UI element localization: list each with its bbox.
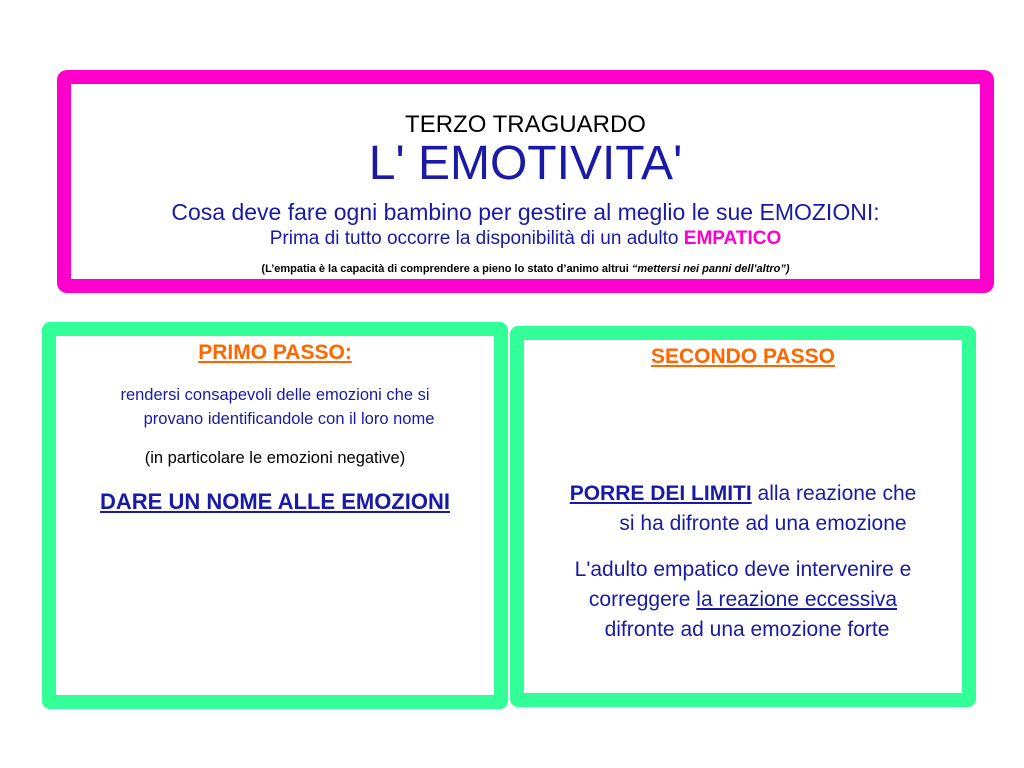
secondo-passo-block2 (526, 555, 960, 645)
primo-passo-line2: provano identificandole con il loro nome (143, 410, 435, 428)
header-line4-text: Prima di tutto occorre la disponibilità di un adulto (269, 228, 684, 249)
header-empatico: EMPATICO (683, 228, 782, 249)
primo-passo-title: PRIMO PASSO: (198, 341, 352, 364)
correggere-text: correggere (588, 588, 697, 611)
secondo-passo-line1 (526, 479, 960, 509)
secondo-passo-line2: si ha difronte ad una emozione (619, 512, 907, 535)
porre-limiti-emph: PORRE DEI LIMITI (569, 482, 752, 505)
secondo-passo-line3: L'adulto empatico deve intervenire e (574, 558, 912, 581)
secondo-passo-block1 (526, 479, 960, 539)
reazione-eccessiva: la reazione eccessiva (696, 588, 898, 611)
primo-passo-panel (42, 322, 508, 709)
primo-passo-note: (in particolare le emozioni negative) (144, 449, 406, 467)
header-subtitle: Cosa deve fare ogni bambino per gestire al meglio le sue EMOZIONI: (171, 199, 880, 225)
header-note (71, 262, 980, 276)
header-note-italic: “mettersi nei panni dell’altro”) (631, 263, 790, 275)
primo-passo-description (78, 383, 472, 431)
header-line1: TERZO TRAGUARDO (405, 111, 646, 138)
porre-limiti-rest: alla reazione che (751, 482, 917, 505)
secondo-passo-panel (510, 326, 976, 707)
secondo-passo-line5: difronte ad una emozione forte (604, 618, 890, 641)
header-line4 (71, 227, 980, 251)
secondo-passo-line4 (526, 585, 960, 615)
secondo-passo-title: SECONDO PASSO (651, 345, 835, 368)
header-note-text: (L’empatia è la capacità di comprendere a pieno lo stato d’animo altrui (261, 263, 632, 275)
page-title: L' EMOTIVITA' (368, 137, 683, 190)
primo-passo-line1: rendersi consapevoli delle emozioni che si (120, 386, 430, 404)
header-box (57, 70, 994, 293)
primo-passo-action: DARE UN NOME ALLE EMOZIONI (100, 489, 450, 514)
